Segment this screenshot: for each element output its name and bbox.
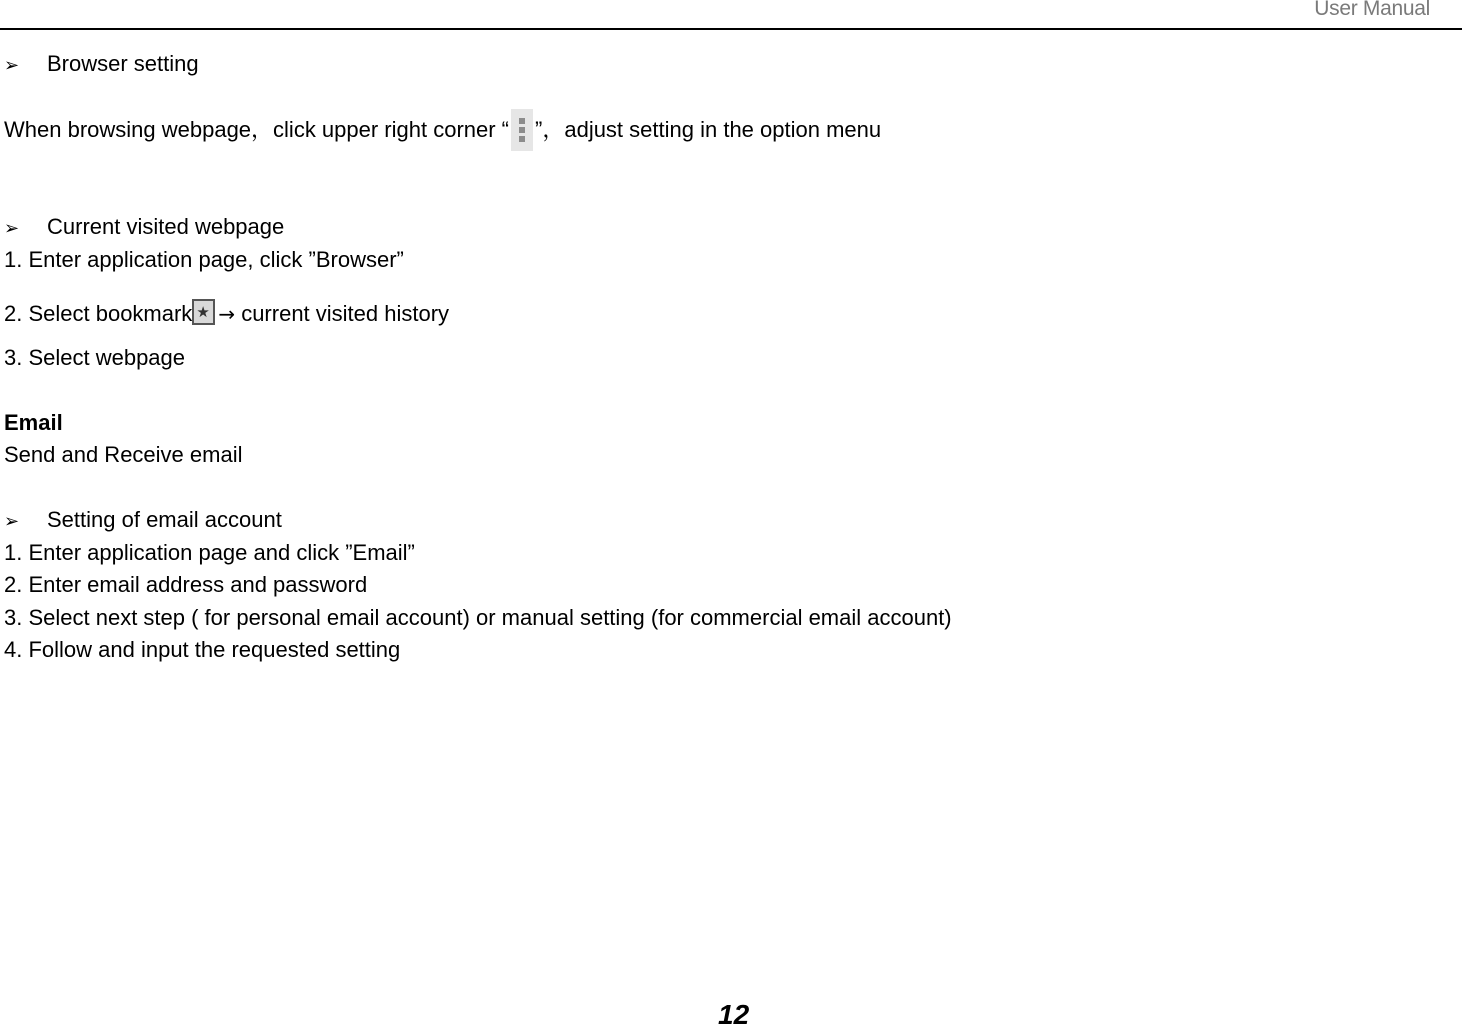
more-vertical-icon bbox=[511, 109, 533, 151]
current-visited-step-3: 3. Select webpage bbox=[4, 345, 186, 370]
bullet-arrow-icon: ➢ bbox=[4, 511, 20, 532]
header-divider bbox=[0, 28, 1462, 30]
instruction-text-before: When browsing webpage，click upper right corner “ bbox=[4, 117, 510, 142]
email-section-title: Email bbox=[4, 410, 63, 435]
step-text-before: 2. Select bookmark bbox=[4, 301, 193, 326]
email-account-heading bbox=[4, 507, 282, 535]
instruction-text-after: ”，adjust setting in the option menu bbox=[535, 117, 882, 142]
browser-setting-heading bbox=[4, 51, 199, 79]
email-step-1: 1. Enter application page and click ”Email” bbox=[4, 540, 415, 565]
heading-text: Setting of email account bbox=[47, 507, 282, 532]
current-visited-heading bbox=[4, 214, 284, 242]
bookmark-icon: ★ bbox=[192, 299, 215, 325]
bullet-arrow-icon: ➢ bbox=[4, 55, 20, 76]
heading-text: Current visited webpage bbox=[47, 214, 285, 239]
page-number: 12 bbox=[718, 999, 750, 1030]
email-step-3: 3. Select next step ( for personal email account) or manual setting (for commercial email account) bbox=[4, 605, 952, 630]
browser-setting-instruction bbox=[4, 109, 881, 151]
step-text-after: current visited history bbox=[235, 301, 450, 326]
document-header-title: User Manual bbox=[1314, 0, 1430, 20]
email-step-2: 2. Enter email address and password bbox=[4, 572, 368, 597]
heading-text: Browser setting bbox=[47, 51, 199, 76]
email-section-subtitle: Send and Receive email bbox=[4, 442, 243, 467]
right-arrow-icon: → bbox=[218, 302, 236, 326]
bullet-arrow-icon: ➢ bbox=[4, 218, 20, 239]
current-visited-step-2 bbox=[4, 299, 449, 327]
email-step-4: 4. Follow and input the requested setting bbox=[4, 637, 401, 662]
current-visited-step-1: 1. Enter application page, click ”Browser” bbox=[4, 247, 404, 272]
